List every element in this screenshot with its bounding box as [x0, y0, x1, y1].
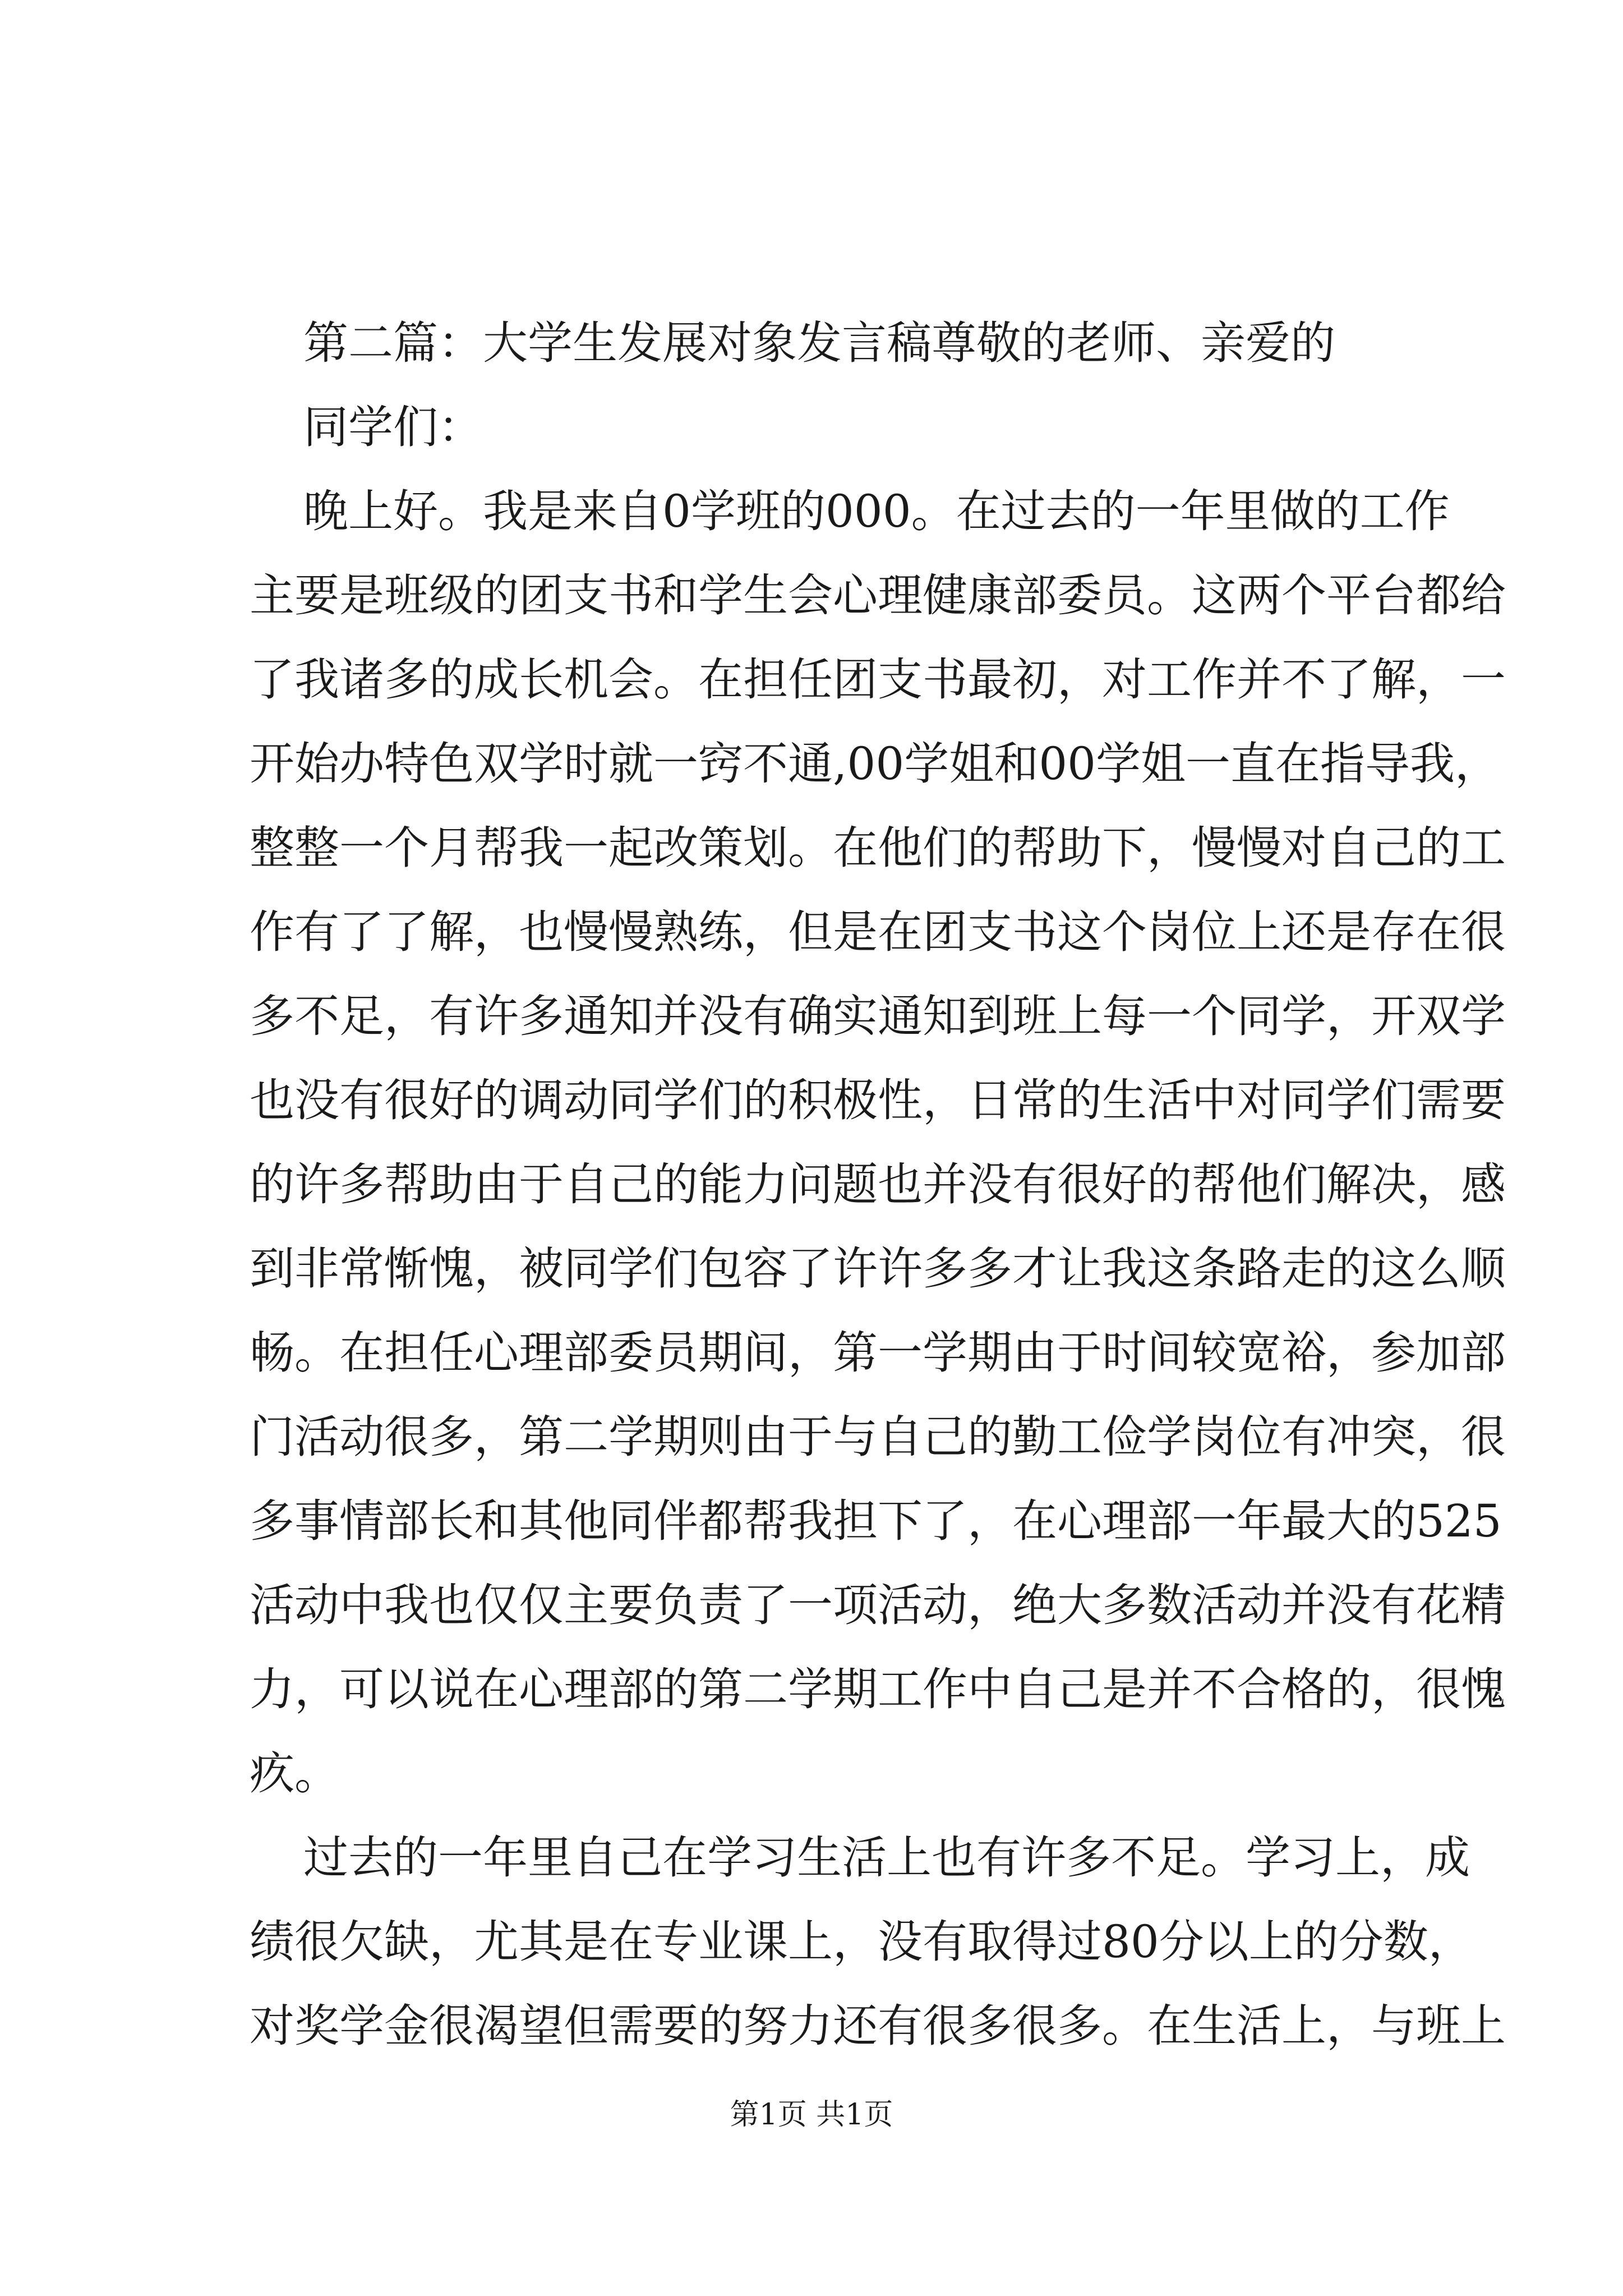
text-line: 畅。在担任心理部委员期间，第一学期由于时间较宽裕，参加部 — [250, 1327, 1506, 1379]
text-line: 过去的一年里自己在学习生活上也有许多不足。学习上，成 — [303, 1832, 1470, 1884]
text-line: 多不足，有许多通知并没有确实通知到班上每一个同学，开双学 — [250, 990, 1506, 1042]
text-line: 对奖学金很渴望但需要的努力还有很多很多。在生活上，与班上 — [250, 2000, 1506, 2052]
text-line: 力，可以说在心理部的第二学期工作中自己是并不合格的，很愧 — [250, 1663, 1506, 1715]
salutation-line: 同学们： — [303, 401, 483, 453]
heading-line: 第二篇：大学生发展对象发言稿尊敬的老师、亲爱的 — [303, 317, 1335, 369]
text-line: 的许多帮助由于自己的能力问题也并没有很好的帮他们解决，感 — [250, 1158, 1506, 1211]
text-line: 作有了了解，也慢慢熟练，但是在团支书这个岗位上还是存在很 — [250, 906, 1506, 958]
text-line: 绩很欠缺，尤其是在专业课上，没有取得过80分以上的分数， — [250, 1916, 1473, 1968]
page-footer: 第1页 共1页 — [730, 2098, 893, 2132]
text-line: 整整一个月帮我一起改策划。在他们的帮助下，慢慢对自己的工 — [250, 822, 1506, 874]
text-line: 到非常惭愧，被同学们包容了许许多多才让我这条路走的这么顺 — [250, 1243, 1506, 1295]
text-line: 了我诸多的成长机会。在担任团支书最初，对工作并不了解，一 — [250, 654, 1506, 706]
text-line: 门活动很多，第二学期则由于与自己的勤工俭学岗位有冲突，很 — [250, 1411, 1506, 1463]
text-line: 疚。 — [250, 1747, 339, 1800]
text-line: 多事情部长和其他同伴都帮我担下了，在心理部一年最大的525 — [250, 1495, 1502, 1547]
text-line: 也没有很好的调动同学们的积极性，日常的生活中对同学们需要 — [250, 1074, 1506, 1126]
text-line: 主要是班级的团支书和学生会心理健康部委员。这两个平台都给 — [250, 569, 1506, 622]
text-line: 晚上好。我是来自0学班的000。在过去的一年里做的工作 — [303, 485, 1450, 537]
text-line: 开始办特色双学时就一窍不通,00学姐和00学姐一直在指导我， — [250, 738, 1500, 790]
text-line: 活动中我也仅仅主要负责了一项活动，绝大多数活动并没有花精 — [250, 1579, 1506, 1631]
